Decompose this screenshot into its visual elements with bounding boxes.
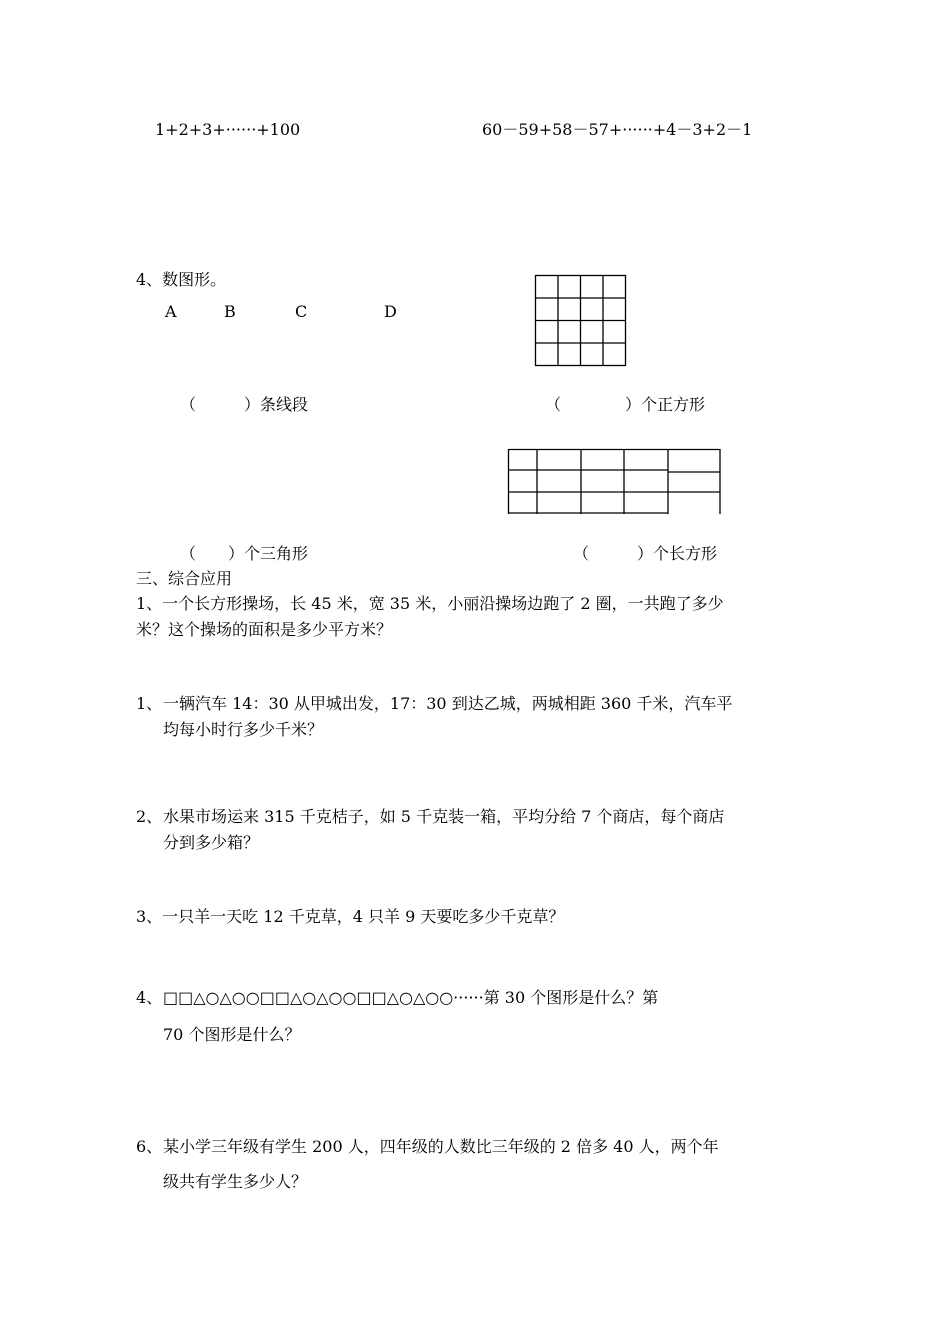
question-1a-line2: 米？这个操场的面积是多少平方米？: [136, 620, 393, 639]
question-4-line1: □□△○△○○□□△○△○○□□△○△○○······第 30 个图形是什么？第: [163, 988, 659, 1007]
rectangle-grid-figure: [508, 449, 723, 515]
question-6-line2: 级共有学生多少人？: [163, 1172, 308, 1191]
counting-heading: 4、数图形。: [136, 270, 227, 289]
point-label-d: D: [384, 302, 397, 321]
answer-rectangles: （ ）个长方形: [573, 544, 718, 563]
point-label-b: B: [224, 302, 236, 321]
question-2-line1: 水果市场运来 315 千克桔子，如 5 千克装一箱，平均分给 7 个商店，每个商店: [163, 807, 725, 826]
point-label-c: C: [295, 302, 308, 321]
question-1b-line1: 一辆汽车 14：30 从甲城出发，17：30 到达乙城，两城相距 360 千米，汽车平: [163, 694, 733, 713]
question-1a-line1: 1、一个长方形操场，长 45 米，宽 35 米，小丽沿操场边跑了 2 圈，一共跑了多少: [136, 594, 724, 613]
question-4-number: 4、: [136, 988, 163, 1007]
expression-alternating-sum: 60－59+58－57+······+4－3+2－1: [482, 120, 753, 139]
question-6-number: 6、: [136, 1137, 163, 1156]
question-1b-number: 1、: [136, 694, 163, 713]
expression-sum-1-to-100: 1+2+3+······+100: [155, 120, 301, 139]
question-1b-line2: 均每小时行多少千米？: [163, 720, 324, 739]
answer-squares: （ ）个正方形: [545, 395, 706, 414]
point-label-a: A: [165, 302, 177, 321]
answer-segments: （ ）条线段: [180, 395, 309, 414]
square-grid-figure: [535, 275, 627, 367]
section-title: 三、综合应用: [136, 569, 233, 588]
answer-triangles: （ ）个三角形: [180, 544, 309, 563]
question-4-line2: 70 个图形是什么？: [163, 1025, 301, 1044]
question-2-number: 2、: [136, 807, 163, 826]
question-3: 3、一只羊一天吃 12 千克草，4 只羊 9 天要吃多少千克草？: [136, 907, 565, 926]
question-6-line1: 某小学三年级有学生 200 人，四年级的人数比三年级的 2 倍多 40 人，两个年: [163, 1137, 719, 1156]
question-2-line2: 分到多少箱？: [163, 833, 260, 852]
